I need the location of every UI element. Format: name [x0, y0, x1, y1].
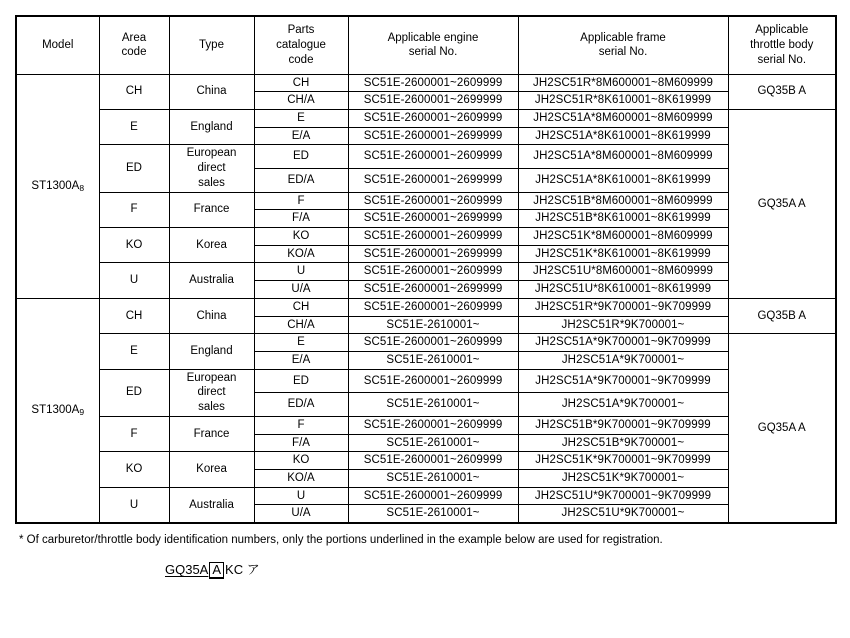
parts-catalogue-code-cell: KO/A	[254, 470, 348, 488]
header-model: Model	[16, 16, 99, 74]
engine-serial-cell: SC51E-2610001~	[348, 393, 518, 417]
throttle-body-serial-cell: GQ35A A	[728, 109, 836, 298]
example-boxed-part: A	[209, 562, 224, 579]
table-row	[16, 227, 836, 245]
frame-serial-cell: JH2SC51B*8K610001~8K619999	[518, 210, 728, 228]
type-line: sales	[198, 401, 225, 414]
throttle-body-serial-cell: GQ35A A	[728, 334, 836, 523]
type-line: direct	[197, 162, 226, 175]
model-cell	[16, 298, 99, 523]
header-parts-line3: code	[288, 53, 314, 66]
frame-serial-cell: JH2SC51K*8M600001~8M609999	[518, 227, 728, 245]
type-cell: Australia	[169, 487, 254, 523]
parts-catalogue-code-cell: F/A	[254, 434, 348, 452]
type-cell: France	[169, 416, 254, 451]
frame-serial-cell: JH2SC51R*9K700001~9K709999	[518, 298, 728, 316]
engine-serial-cell: SC51E-2600001~2609999	[348, 369, 518, 393]
table-row	[16, 145, 836, 169]
model-cell	[16, 74, 99, 298]
header-parts-line2: catalogue	[276, 38, 326, 51]
frame-serial-cell: JH2SC51A*8M600001~8M609999	[518, 145, 728, 169]
footnote-example	[15, 559, 835, 579]
parts-catalogue-code-cell: E	[254, 334, 348, 352]
table-header	[16, 16, 836, 74]
frame-serial-cell: JH2SC51U*9K700001~9K709999	[518, 487, 728, 505]
parts-catalogue-code-cell: E/A	[254, 127, 348, 145]
area-code-cell: E	[99, 109, 169, 144]
engine-serial-cell: SC51E-2610001~	[348, 434, 518, 452]
engine-serial-cell: SC51E-2600001~2609999	[348, 263, 518, 281]
parts-catalogue-code-cell: ED/A	[254, 168, 348, 192]
frame-serial-cell: JH2SC51R*8M600001~8M609999	[518, 74, 728, 92]
parts-catalogue-code-cell: U/A	[254, 505, 348, 523]
parts-catalogue-code-cell: KO/A	[254, 245, 348, 263]
throttle-body-serial-cell: GQ35B A	[728, 298, 836, 333]
frame-serial-cell: JH2SC51A*8K610001~8K619999	[518, 127, 728, 145]
frame-serial-cell: JH2SC51A*8K610001~8K619999	[518, 168, 728, 192]
parts-catalogue-code-cell: ED	[254, 369, 348, 393]
table-row	[16, 263, 836, 281]
parts-catalogue-code-cell: U	[254, 487, 348, 505]
engine-serial-cell: SC51E-2600001~2699999	[348, 210, 518, 228]
type-cell: Korea	[169, 227, 254, 262]
frame-serial-cell: JH2SC51A*9K700001~9K709999	[518, 334, 728, 352]
parts-catalogue-code-cell: E	[254, 109, 348, 127]
frame-serial-cell: JH2SC51A*9K700001~	[518, 393, 728, 417]
frame-serial-cell: JH2SC51U*9K700001~	[518, 505, 728, 523]
table-row	[16, 452, 836, 470]
table-row	[16, 74, 836, 92]
frame-serial-cell: JH2SC51B*9K700001~	[518, 434, 728, 452]
type-cell: Korea	[169, 452, 254, 487]
area-code-cell: U	[99, 487, 169, 523]
frame-serial-cell: JH2SC51K*8K610001~8K619999	[518, 245, 728, 263]
header-type: Type	[169, 16, 254, 74]
type-cell	[169, 369, 254, 416]
model-name: ST1300A	[31, 404, 80, 417]
model-year-subscript: 8	[79, 182, 85, 193]
header-parts-catalogue-code	[254, 16, 348, 74]
header-area-code-line2: code	[121, 46, 147, 59]
header-parts-line1: Parts	[287, 24, 315, 37]
model-year-subscript: 9	[79, 407, 85, 418]
header-frame-line2: serial No.	[598, 46, 648, 59]
header-throttle-line3: serial No.	[757, 53, 807, 66]
area-code-cell: CH	[99, 74, 169, 109]
serial-number-table	[15, 15, 837, 524]
engine-serial-cell: SC51E-2600001~2609999	[348, 334, 518, 352]
frame-serial-cell: JH2SC51A*9K700001~	[518, 352, 728, 370]
table-row	[16, 334, 836, 352]
type-cell: England	[169, 109, 254, 144]
frame-serial-cell: JH2SC51A*9K700001~9K709999	[518, 369, 728, 393]
header-frame-serial	[518, 16, 728, 74]
parts-catalogue-code-cell: ED	[254, 145, 348, 169]
example-underlined-part: GQ35A	[165, 562, 209, 578]
type-cell: England	[169, 334, 254, 369]
parts-catalogue-code-cell: CH/A	[254, 92, 348, 110]
frame-serial-cell: JH2SC51B*8M600001~8M609999	[518, 192, 728, 210]
parts-catalogue-code-cell: ED/A	[254, 393, 348, 417]
engine-serial-cell: SC51E-2600001~2609999	[348, 298, 518, 316]
type-line: sales	[198, 176, 225, 189]
frame-serial-cell: JH2SC51U*8K610001~8K619999	[518, 281, 728, 299]
engine-serial-cell: SC51E-2600001~2609999	[348, 452, 518, 470]
type-cell: France	[169, 192, 254, 227]
engine-serial-cell: SC51E-2600001~2699999	[348, 92, 518, 110]
header-throttle-line2: throttle body	[750, 38, 814, 51]
area-code-cell: F	[99, 192, 169, 227]
header-engine-line1: Applicable engine	[387, 31, 479, 44]
engine-serial-cell: SC51E-2600001~2609999	[348, 416, 518, 434]
engine-serial-cell: SC51E-2600001~2609999	[348, 109, 518, 127]
throttle-body-serial-cell: GQ35B A	[728, 74, 836, 109]
engine-serial-cell: SC51E-2610001~	[348, 352, 518, 370]
area-code-cell: ED	[99, 145, 169, 192]
engine-serial-cell: SC51E-2610001~	[348, 316, 518, 334]
engine-serial-cell: SC51E-2600001~2609999	[348, 487, 518, 505]
table-row	[16, 487, 836, 505]
table-row	[16, 416, 836, 434]
parts-catalogue-code-cell: F	[254, 192, 348, 210]
parts-catalogue-code-cell: F	[254, 416, 348, 434]
parts-catalogue-code-cell: F/A	[254, 210, 348, 228]
model-name: ST1300A	[31, 179, 80, 192]
parts-catalogue-code-cell: KO	[254, 452, 348, 470]
frame-serial-cell: JH2SC51K*9K700001~	[518, 470, 728, 488]
header-frame-line1: Applicable frame	[580, 31, 666, 44]
footnote-text: * Of carburetor/throttle body identification numbers, only the portions underlined in the example below are used for registration.	[19, 534, 663, 547]
frame-serial-cell: JH2SC51B*9K700001~9K709999	[518, 416, 728, 434]
parts-catalogue-code-cell: U	[254, 263, 348, 281]
header-area-code-line1: Area	[121, 31, 147, 44]
header-throttle-line1: Applicable	[755, 24, 809, 37]
area-code-cell: E	[99, 334, 169, 369]
area-code-cell: F	[99, 416, 169, 451]
frame-serial-cell: JH2SC51K*9K700001~9K709999	[518, 452, 728, 470]
parts-catalogue-code-cell: CH	[254, 298, 348, 316]
engine-serial-cell: SC51E-2610001~	[348, 470, 518, 488]
header-throttle-body-serial	[728, 16, 836, 74]
parts-catalogue-code-cell: U/A	[254, 281, 348, 299]
type-cell: Australia	[169, 263, 254, 298]
area-code-cell: KO	[99, 452, 169, 487]
engine-serial-cell: SC51E-2600001~2609999	[348, 192, 518, 210]
table-row	[16, 192, 836, 210]
table-body	[16, 74, 836, 523]
type-line: European	[186, 147, 237, 160]
engine-serial-cell: SC51E-2610001~	[348, 505, 518, 523]
engine-serial-cell: SC51E-2600001~2699999	[348, 245, 518, 263]
table-row	[16, 298, 836, 316]
table-row	[16, 369, 836, 393]
header-row	[16, 16, 836, 74]
example-tail-part: KC ア	[225, 562, 260, 578]
area-code-cell: ED	[99, 369, 169, 416]
engine-serial-cell: SC51E-2600001~2609999	[348, 74, 518, 92]
type-line: direct	[197, 386, 226, 399]
header-engine-line2: serial No.	[408, 46, 458, 59]
area-code-cell: CH	[99, 298, 169, 333]
frame-serial-cell: JH2SC51A*8M600001~8M609999	[518, 109, 728, 127]
parts-catalogue-code-cell: KO	[254, 227, 348, 245]
engine-serial-cell: SC51E-2600001~2699999	[348, 168, 518, 192]
type-cell: China	[169, 298, 254, 333]
engine-serial-cell: SC51E-2600001~2609999	[348, 227, 518, 245]
area-code-cell: KO	[99, 227, 169, 262]
header-engine-serial	[348, 16, 518, 74]
type-line: European	[186, 371, 237, 384]
frame-serial-cell: JH2SC51U*8M600001~8M609999	[518, 263, 728, 281]
type-cell: China	[169, 74, 254, 109]
parts-catalogue-code-cell: CH	[254, 74, 348, 92]
parts-catalogue-code-cell: E/A	[254, 352, 348, 370]
table-row	[16, 109, 836, 127]
engine-serial-cell: SC51E-2600001~2699999	[348, 127, 518, 145]
engine-serial-cell: SC51E-2600001~2609999	[348, 145, 518, 169]
parts-catalogue-code-cell: CH/A	[254, 316, 348, 334]
area-code-cell: U	[99, 263, 169, 298]
type-cell	[169, 145, 254, 192]
frame-serial-cell: JH2SC51R*9K700001~	[518, 316, 728, 334]
frame-serial-cell: JH2SC51R*8K610001~8K619999	[518, 92, 728, 110]
header-area-code	[99, 16, 169, 74]
engine-serial-cell: SC51E-2600001~2699999	[348, 281, 518, 299]
